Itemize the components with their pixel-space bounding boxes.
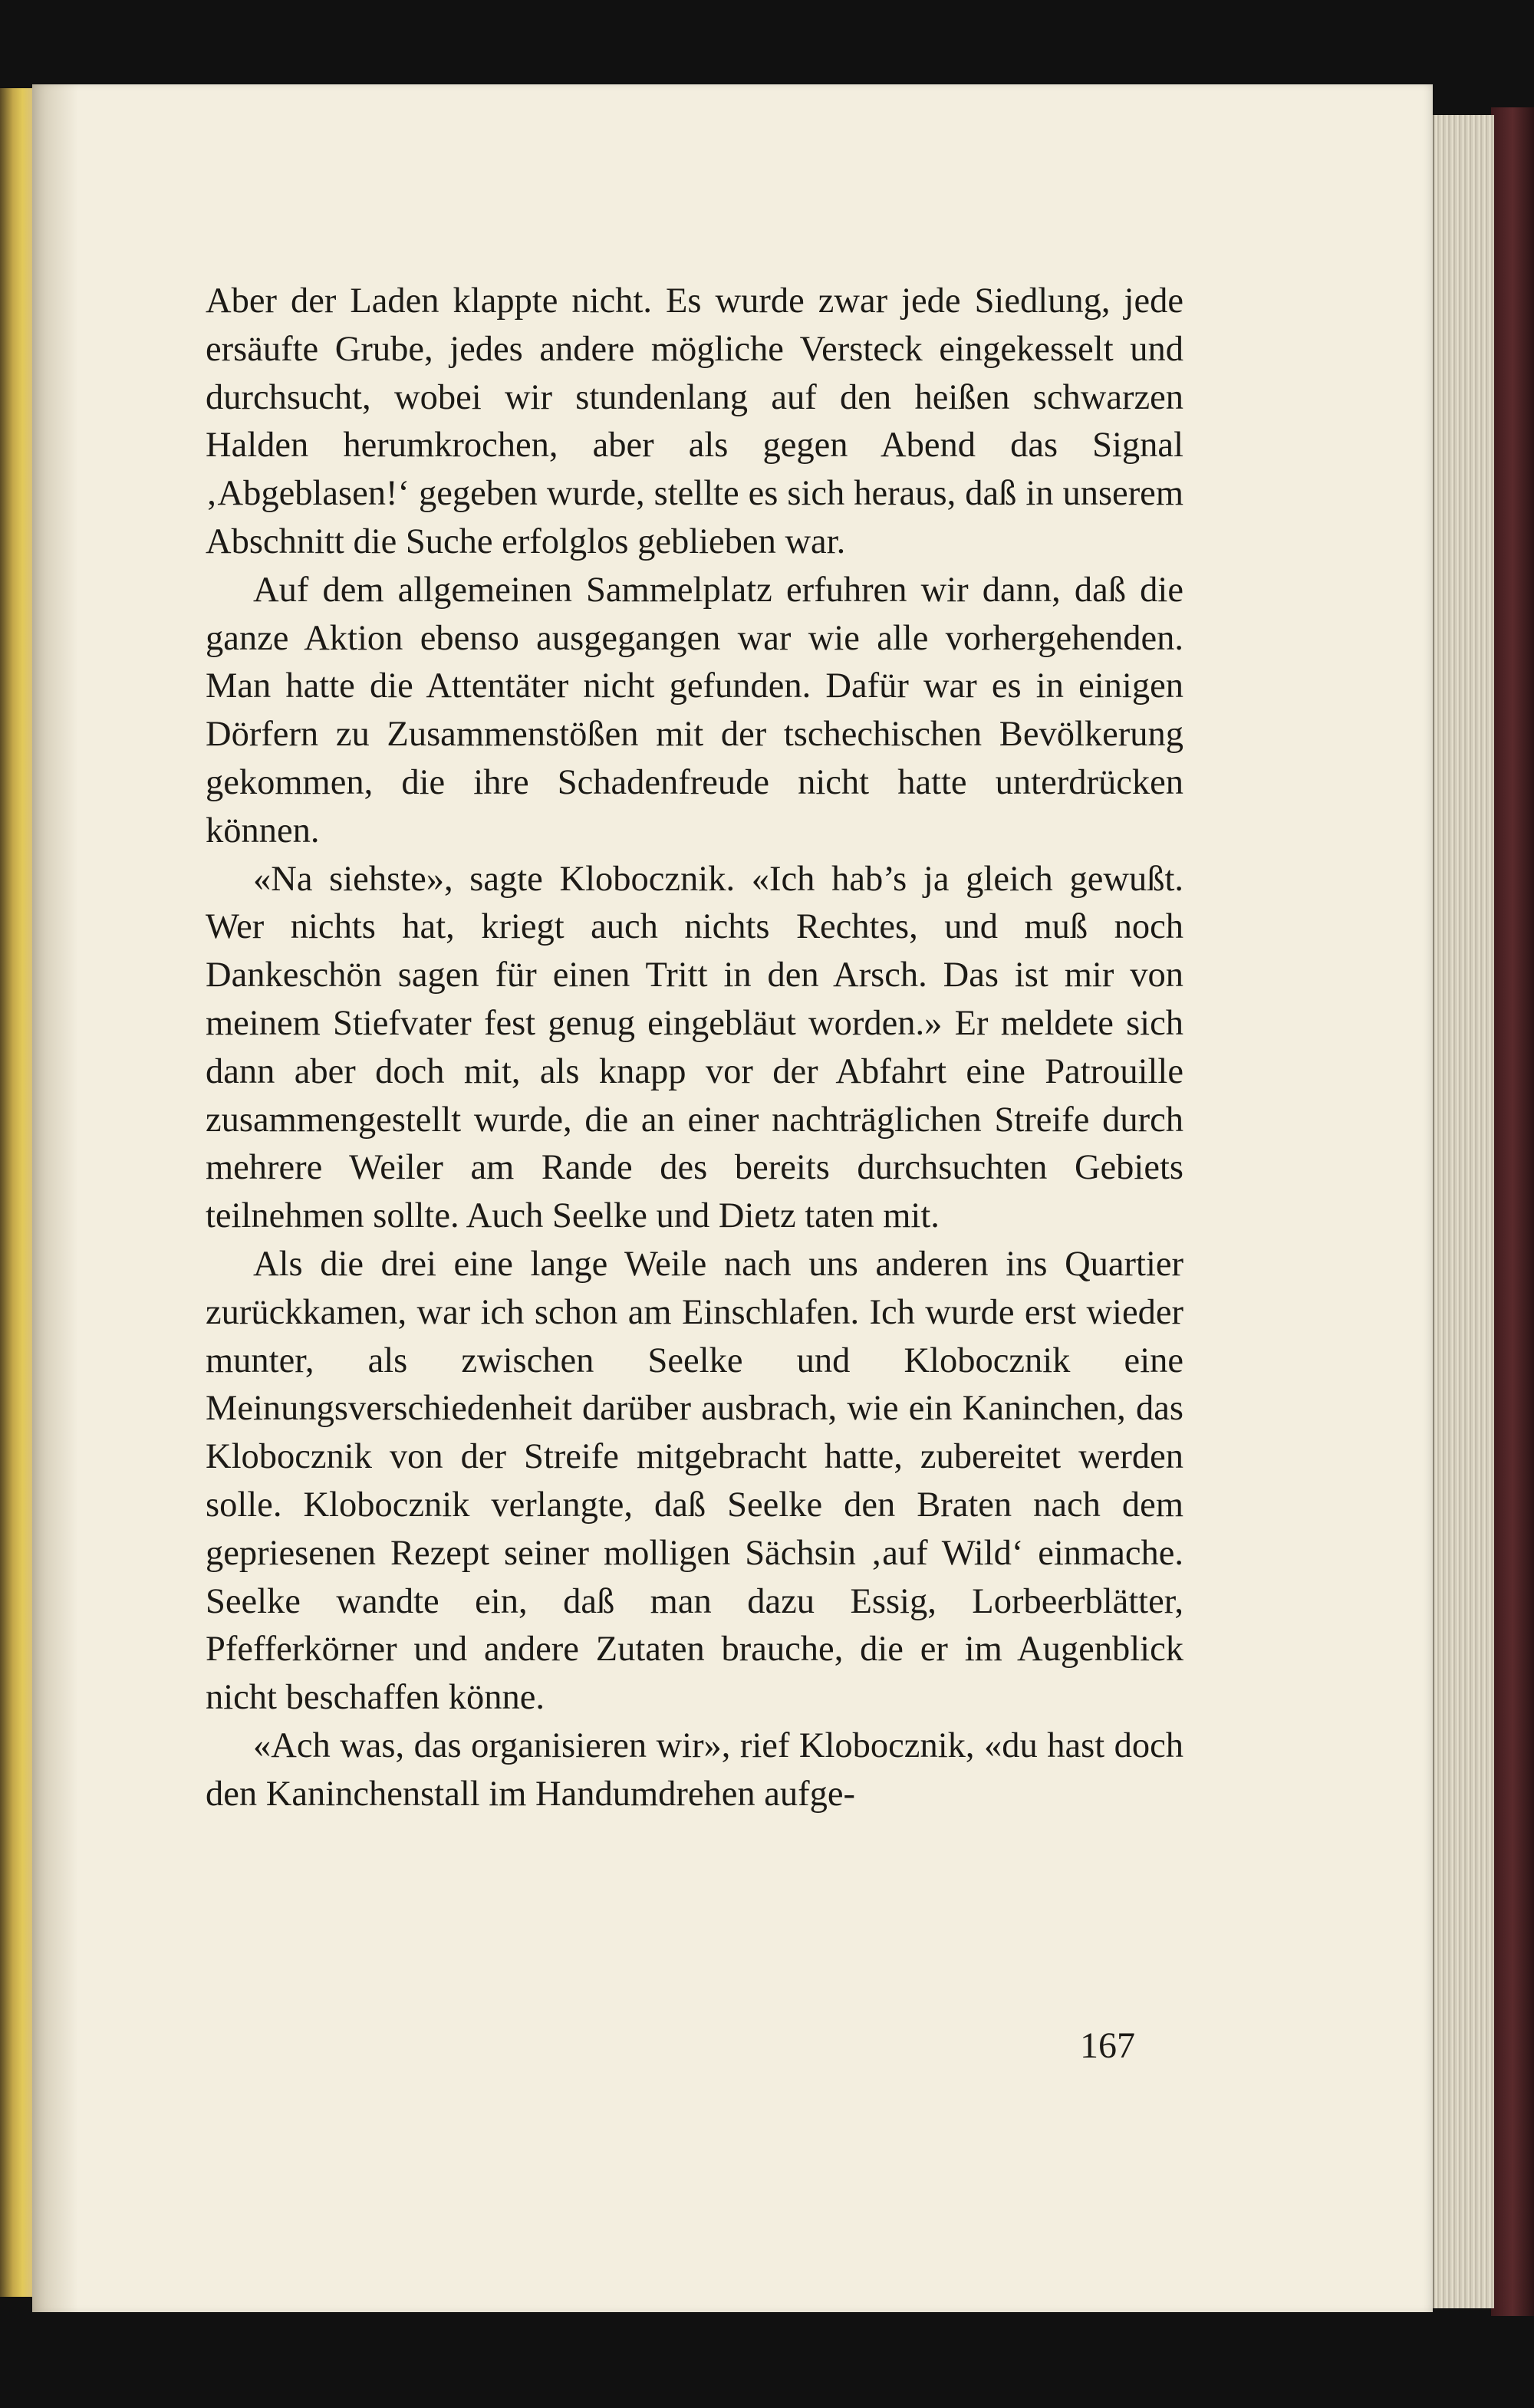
body-text [206,278,1183,1819]
paragraph: Auf dem allgemeinen Sammelplatz erfuhren wir dann, daß die ganze Aktion ebenso ausgegangen war wie alle vorhergehenden. Man hatte die Attentäter nicht gefunden. Dafür war es in einigen Dörfern zu Zusammenstößen mit der tschechischen Bevölkerung gekommen, die ihre Schadenfreude nicht hatte unterdrücken können. [206,570,1183,850]
paragraph: Als die drei eine lange Weile nach uns anderen ins Quartier zurückkamen, war ich schon am Einschlafen. Ich wurde erst wieder munter, als zwischen Seelke und Klobocznik eine Meinungsverschiedenheit darüber ausbrach, wie ein Kaninchen, das Klobocznik von der Streife mitgebracht hatte, zubereitet werden solle. Klobocznik verlangte, daß Seelke den Braten nach dem gepriesenen Rezept seiner molligen Sächsin ‚auf Wild‘ einmache. Seelke wandte ein, daß man dazu Essig, Lorbeerblätter, Pfefferkörner und andere Zutaten brauche, die er im Augenblick nicht beschaffen könne. [206,1244,1183,1718]
paragraph: «Ach was, das organisieren wir», rief Klobocznik, «du hast doch den Kaninchenstall im Handumdrehen aufge- [206,1725,1183,1814]
paragraph: «Na siehste», sagte Klobocznik. «Ich hab’s ja gleich gewußt. Wer nichts hat, kriegt auch nichts Rechtes, und muß noch Dankeschön sagen für einen Tritt in den Arsch. Das ist mir von meinem Stiefvater fest genug eingebläut worden.» Er meldete sich dann aber doch mit, als knapp vor der Abfahrt eine Patrouille zusammengestellt wurde, die an einer nachträglichen Streife durch mehrere Weiler am Rande des bereits durchsuchten Gebiets teilnehmen sollte. Auch Seelke und Dietz taten mit. [206,859,1183,1236]
page-gutter-shadow [32,84,78,2312]
book-cover-edge-right [1491,107,1534,2316]
page-stack-edge [1433,115,1494,2308]
page-number: 167 [1080,2025,1135,2066]
book-cover-edge-left [0,88,32,2297]
paragraph: Aber der Laden klappte nicht. Es wurde zwar jede Siedlung, jede ersäufte Grube, jedes andere mögliche Versteck eingekesselt und durchsucht, wobei wir stundenlang auf den heißen schwarzen Halden herumkrochen, aber als gegen Abend das Signal ‚Abgeblasen!‘ gegeben wurde, stellte es sich heraus, daß in unserem Abschnitt die Suche erfolglos geblieben war. [206,281,1183,561]
